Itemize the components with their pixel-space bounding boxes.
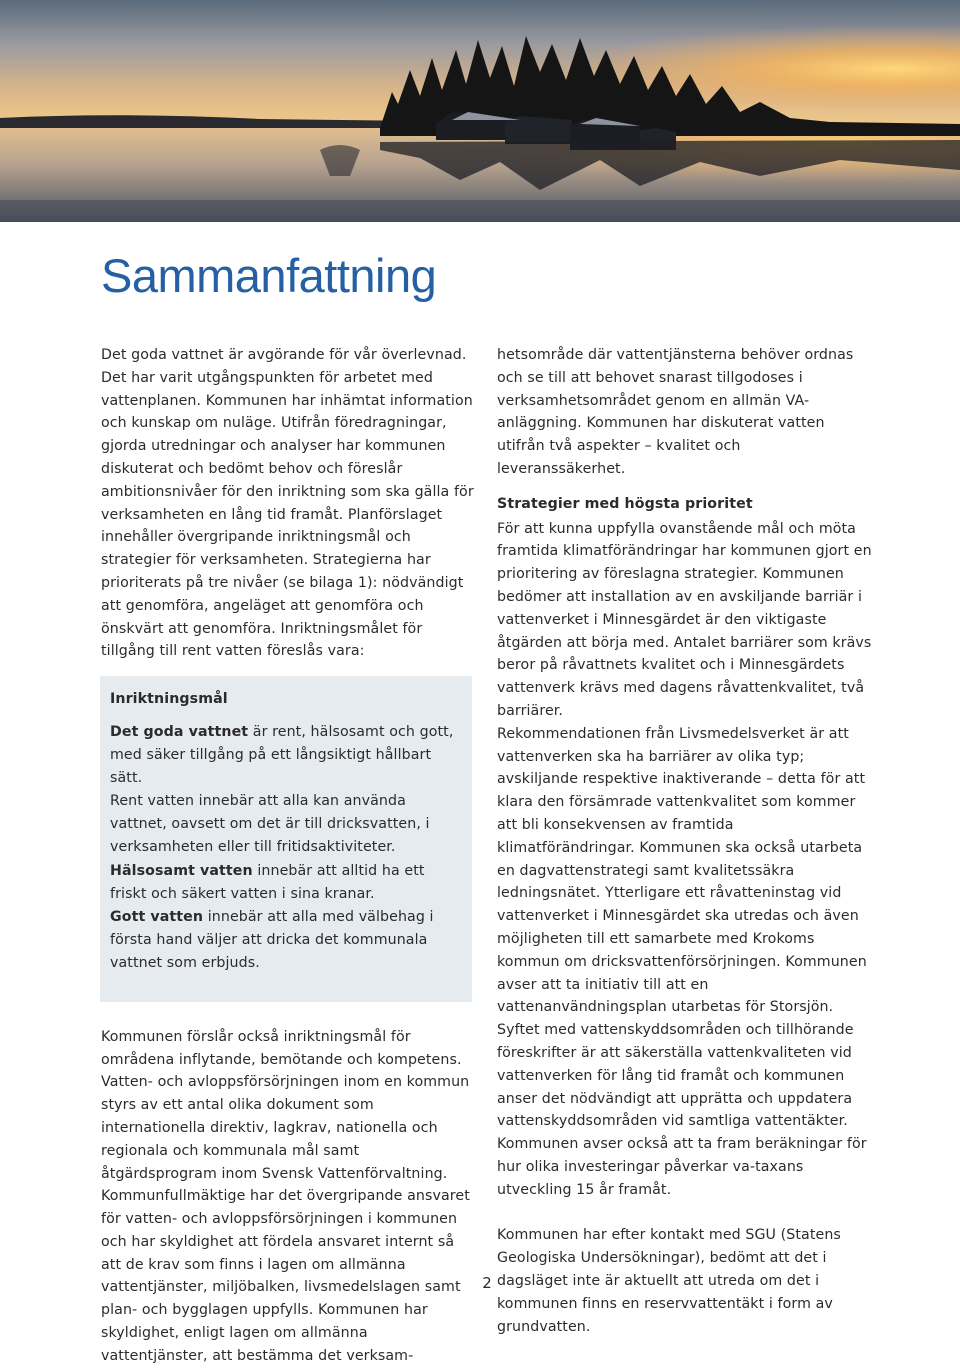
good-water-term: Gott vatten <box>110 909 204 926</box>
lake-sunset-photo <box>0 0 960 222</box>
goal-box-heading: Inriktningsmål <box>110 691 228 708</box>
healthy-water-definition <box>110 860 462 906</box>
good-water-definition <box>110 906 462 974</box>
right-column <box>497 344 872 1338</box>
area-paragraph: hetsområde där vattentjänsterna behöver ordnas och se till att behovet snarast tillgodoses i verksamhetsområdet genom en allmän VA-anläggning. Kommunen har diskuterat vatten utifrån två aspekter – kvalitet och leveranssäkerhet. <box>497 347 854 477</box>
left-column <box>101 344 475 1368</box>
header-photo <box>0 0 960 222</box>
healthy-water-text: innebär att alltid ha ett friskt och säkert vatten i sina kranar. <box>110 862 425 902</box>
page-number: 2 <box>482 1274 492 1292</box>
healthy-water-term: Hälsosamt vatten <box>110 862 253 879</box>
goal-term-text: är rent, hälsosamt och gott, med säker tillgång på ett långsiktigt hållbart sätt. <box>110 723 454 786</box>
recommendation-paragraph: Rekommendationen från Livsmedelsverket är att vattenverken ska ha barriärer av olika typ; avskiljande respektive inaktiverande – detta för att klara den försämrade vattenkvalitet som kommer att bli konsekvensen av framtida klimatförändringar. Kommunen ska också utarbeta en dagvattenstrategi samt kvalitetssäkra ledningsnätet. Ytterligare ett råvatteninstag vid vattenverket i Minnesgärdet ska utredas och även möjligheten till ett samarbete med Krokoms kommun om dricksvattenförsörjningen. Kommunen avser att ta initiativ till att en vattenanvändningsplan utarbetas för Storsjön. Syftet med vattenskyddsområden och tillhörande föreskrifter är att säkerställa vattenkvaliteten vid vattenverken för lång tid framåt och kommunen anser det nödvändigt att upprätta och uppdatera vattenskyddsområden vid samtliga vattentäkter. Kommunen avser också att ta fram beräkningar för hur olika investeringar påverkar va-taxans utveckling 15 år framåt. <box>497 725 867 1198</box>
goal-term: Det goda vattnet <box>110 723 249 740</box>
intro-paragraph: Det goda vattnet är avgörande för vår överlevnad. Det har varit utgångspunkten för arbetet med vattenplanen. Kommunen har inhämtat information och kunskap om nuläge. Utifrån föredragningar, gjorda utredningar och analyser har kommunen diskuterat och bedömt behov och föreslår ambitionsnivåer för den inriktning som ska gälla för verksamheten en lång tid framåt. Planförslaget innehåller övergripande inriktningsmål och strategier för verksamheten. Strategierna har prioriterats på tre nivåer (se bilaga 1): nödvändigt att genomföra, angeläget att genomföra och önskvärt att genomföra. Inriktningsmålet för tillgång till rent vatten föreslås vara: <box>101 347 474 660</box>
clean-water-definition: Rent vatten innebär att alla kan använda vattnet, oavsett om det är till dricksvatten, i verksamheten eller till fritidsaktiviteter. <box>110 793 430 855</box>
strategies-heading: Strategier med högsta prioritet <box>497 495 753 512</box>
sgu-paragraph: Kommunen har efter kontakt med SGU (Statens Geologiska Undersökningar), bedömt att det i dagsläget inte är aktuellt att utreda om det i kommunen finns en reservvattentäkt i form av grundvatten. <box>497 1227 841 1335</box>
page-title: Sammanfattning <box>101 249 437 302</box>
goal-definition <box>110 721 462 789</box>
good-water-text: innebär att alla med välbehag i första hand väljer att dricka det kommunala vattnet som erbjuds. <box>110 909 434 971</box>
responsibility-paragraph: Kommunen förslår också inriktningsmål för områdena inflytande, bemötande och kompetens. Vatten- och avloppsförsörjningen inom en kommun styrs av ett antal olika dokument som internationella direktiv, lagkrav, nationella och regionala och kommunala mål samt åtgärdsprogram inom Svensk Vattenförvaltning. Kommunfullmäktige har det övergripande ansvaret för vatten- och avloppsförsörjningen i kommunen och har skyldighet att fördela ansvaret internt så att de krav som finns i lagen om allmänna vattentjänster, miljöbalken, livsmedelslagen samt plan- och bygglagen uppfylls. Kommunen har skyldighet, enligt lagen om allmänna vattentjänster, att bestämma det verksam- <box>101 1028 470 1364</box>
strategies-paragraph: För att kunna uppfylla ovanstående mål och möta framtida klimatförändringar har kommunen gjort en prioritering av föreslagna strategier. Kommunen bedömer att installation av en avskiljande barriär i vattenverket i Minnesgärdet är den viktigaste åtgärden att börja med. Antalet barriärer som krävs beror på råvattnets kvalitet och i Minnesgärdets vattenverk krävs med dagens råvattenkvalitet, två barriärer. <box>497 520 872 719</box>
goal-box <box>100 676 472 1002</box>
